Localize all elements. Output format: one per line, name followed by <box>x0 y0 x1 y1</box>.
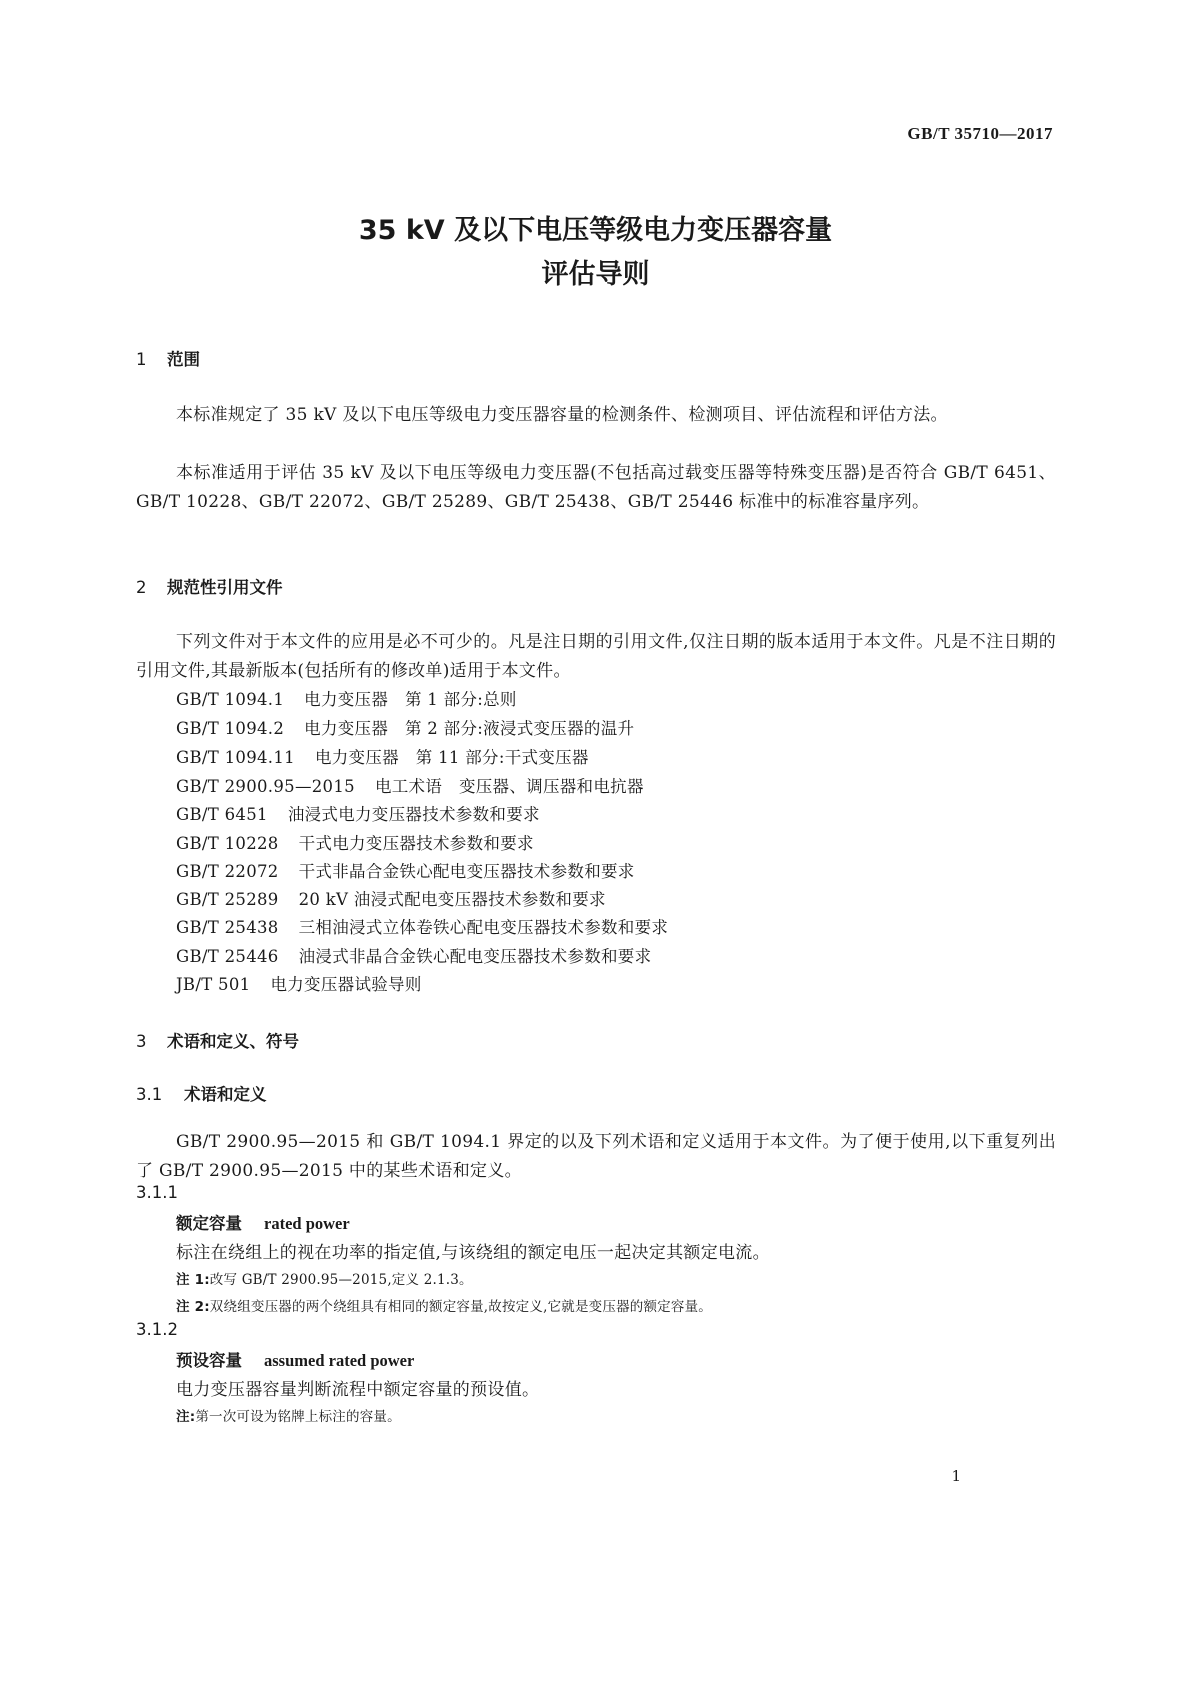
reference-item <box>176 829 534 858</box>
term-chinese: 预设容量 <box>176 1351 242 1370</box>
term-chinese: 额定容量 <box>176 1214 242 1233</box>
document-title-line2: 评估导则 <box>541 259 650 290</box>
section-title: 规范性引用文件 <box>167 578 283 597</box>
note-label: 注 2: <box>176 1299 210 1315</box>
term-heading <box>176 1347 414 1371</box>
reference-code: GB/T 25289 <box>176 890 279 909</box>
reference-title: 干式非晶合金铁心配电变压器技术参数和要求 <box>298 862 635 881</box>
section-2-heading <box>136 574 283 598</box>
reference-item <box>176 800 540 829</box>
reference-title: 电力变压器 第 11 部分:干式变压器 <box>314 748 589 767</box>
note-label: 注 1: <box>176 1272 210 1288</box>
note-label: 注: <box>176 1409 196 1425</box>
section-title: 范围 <box>167 350 200 369</box>
reference-title: 电力变压器 第 1 部分:总则 <box>304 690 517 709</box>
note-text: 改写 GB/T 2900.95—2015,定义 2.1.3。 <box>209 1272 473 1288</box>
paragraph: 下列文件对于本文件的应用是必不可少的。凡是注日期的引用文件,仅注日期的版本适用于本文件。凡是不注日期的引用文件,其最新版本(包括所有的修改单)适用于本文件。 <box>136 632 1056 681</box>
note <box>176 1268 473 1288</box>
reference-code: GB/T 2900.95—2015 <box>176 777 355 796</box>
reference-code: GB/T 1094.1 <box>176 690 285 709</box>
reference-item <box>176 885 606 914</box>
reference-item <box>176 772 644 801</box>
reference-code: JB/T 501 <box>176 975 251 994</box>
reference-code: GB/T 22072 <box>176 862 279 881</box>
clause-number: 3.1.1 <box>136 1183 178 1202</box>
reference-code: GB/T 1094.2 <box>176 719 285 738</box>
section-title: 术语和定义、符号 <box>167 1032 299 1051</box>
clause-number: 3.1.2 <box>136 1320 178 1339</box>
reference-title: 油浸式电力变压器技术参数和要求 <box>287 805 540 824</box>
reference-item <box>176 743 589 772</box>
note <box>176 1295 712 1315</box>
standard-code: GB/T 35710—2017 <box>907 124 1053 143</box>
note-text: 第一次可设为铭牌上标注的容量。 <box>195 1409 401 1425</box>
term-definition: 标注在绕组上的视在功率的指定值,与该绕组的额定电压一起决定其额定电流。 <box>176 1243 770 1263</box>
reference-title: 三相油浸式立体卷铁心配电变压器技术参数和要求 <box>298 918 669 937</box>
term-english: rated power <box>264 1214 350 1233</box>
section-1-heading <box>136 346 200 370</box>
term-english: assumed rated power <box>264 1351 415 1370</box>
reference-item <box>176 913 668 942</box>
reference-title: 20 kV 油浸式配电变压器技术参数和要求 <box>298 890 606 909</box>
reference-title: 干式电力变压器技术参数和要求 <box>298 834 534 853</box>
section-number: 3 <box>136 1032 147 1051</box>
note <box>176 1405 401 1425</box>
paragraph: GB/T 2900.95—2015 和 GB/T 1094.1 界定的以及下列术语和定义适用于本文件。为了便于使用,以下重复列出了 GB/T 2900.95—2015 中的某些术语和定义。 <box>136 1132 1056 1181</box>
paragraph: 本标准适用于评估 35 kV 及以下电压等级电力变压器(不包括高过载变压器等特殊变压器)是否符合 GB/T 6451、GB/T 10228、GB/T 22072、GB/T 25289、GB/T 25438、GB/T 25446 标准中的标准容量序列。 <box>136 463 1056 512</box>
subsection-title: 术语和定义 <box>184 1085 267 1104</box>
reference-title: 油浸式非晶合金铁心配电变压器技术参数和要求 <box>298 947 652 966</box>
reference-code: GB/T 6451 <box>176 805 268 824</box>
reference-item <box>176 714 634 743</box>
note-text: 双绕组变压器的两个绕组具有相同的额定容量,故按定义,它就是变压器的额定容量。 <box>209 1299 712 1315</box>
subsection-number: 3.1 <box>136 1085 163 1104</box>
document-title-line1: 35 kV 及以下电压等级电力变压器容量 <box>358 215 833 246</box>
reference-code: GB/T 25438 <box>176 918 279 937</box>
section-3-heading <box>136 1028 299 1052</box>
reference-title: 电工术语 变压器、调压器和电抗器 <box>374 777 644 796</box>
reference-item <box>176 942 651 971</box>
section-number: 2 <box>136 578 147 597</box>
reference-code: GB/T 1094.11 <box>176 748 295 767</box>
reference-item <box>176 857 635 886</box>
reference-item <box>176 970 422 999</box>
section-number: 1 <box>136 350 147 369</box>
term-definition: 电力变压器容量判断流程中额定容量的预设值。 <box>176 1380 540 1400</box>
reference-title: 电力变压器试验导则 <box>270 975 422 994</box>
paragraph: 本标准规定了 35 kV 及以下电压等级电力变压器容量的检测条件、检测项目、评估流程和评估方法。 <box>176 405 948 425</box>
term-heading <box>176 1210 350 1234</box>
reference-title: 电力变压器 第 2 部分:液浸式变压器的温升 <box>304 719 635 738</box>
subsection-3-1-heading <box>136 1081 267 1105</box>
reference-code: GB/T 25446 <box>176 947 279 966</box>
reference-code: GB/T 10228 <box>176 834 279 853</box>
reference-item <box>176 685 517 714</box>
page-number: 1 <box>951 1467 961 1485</box>
